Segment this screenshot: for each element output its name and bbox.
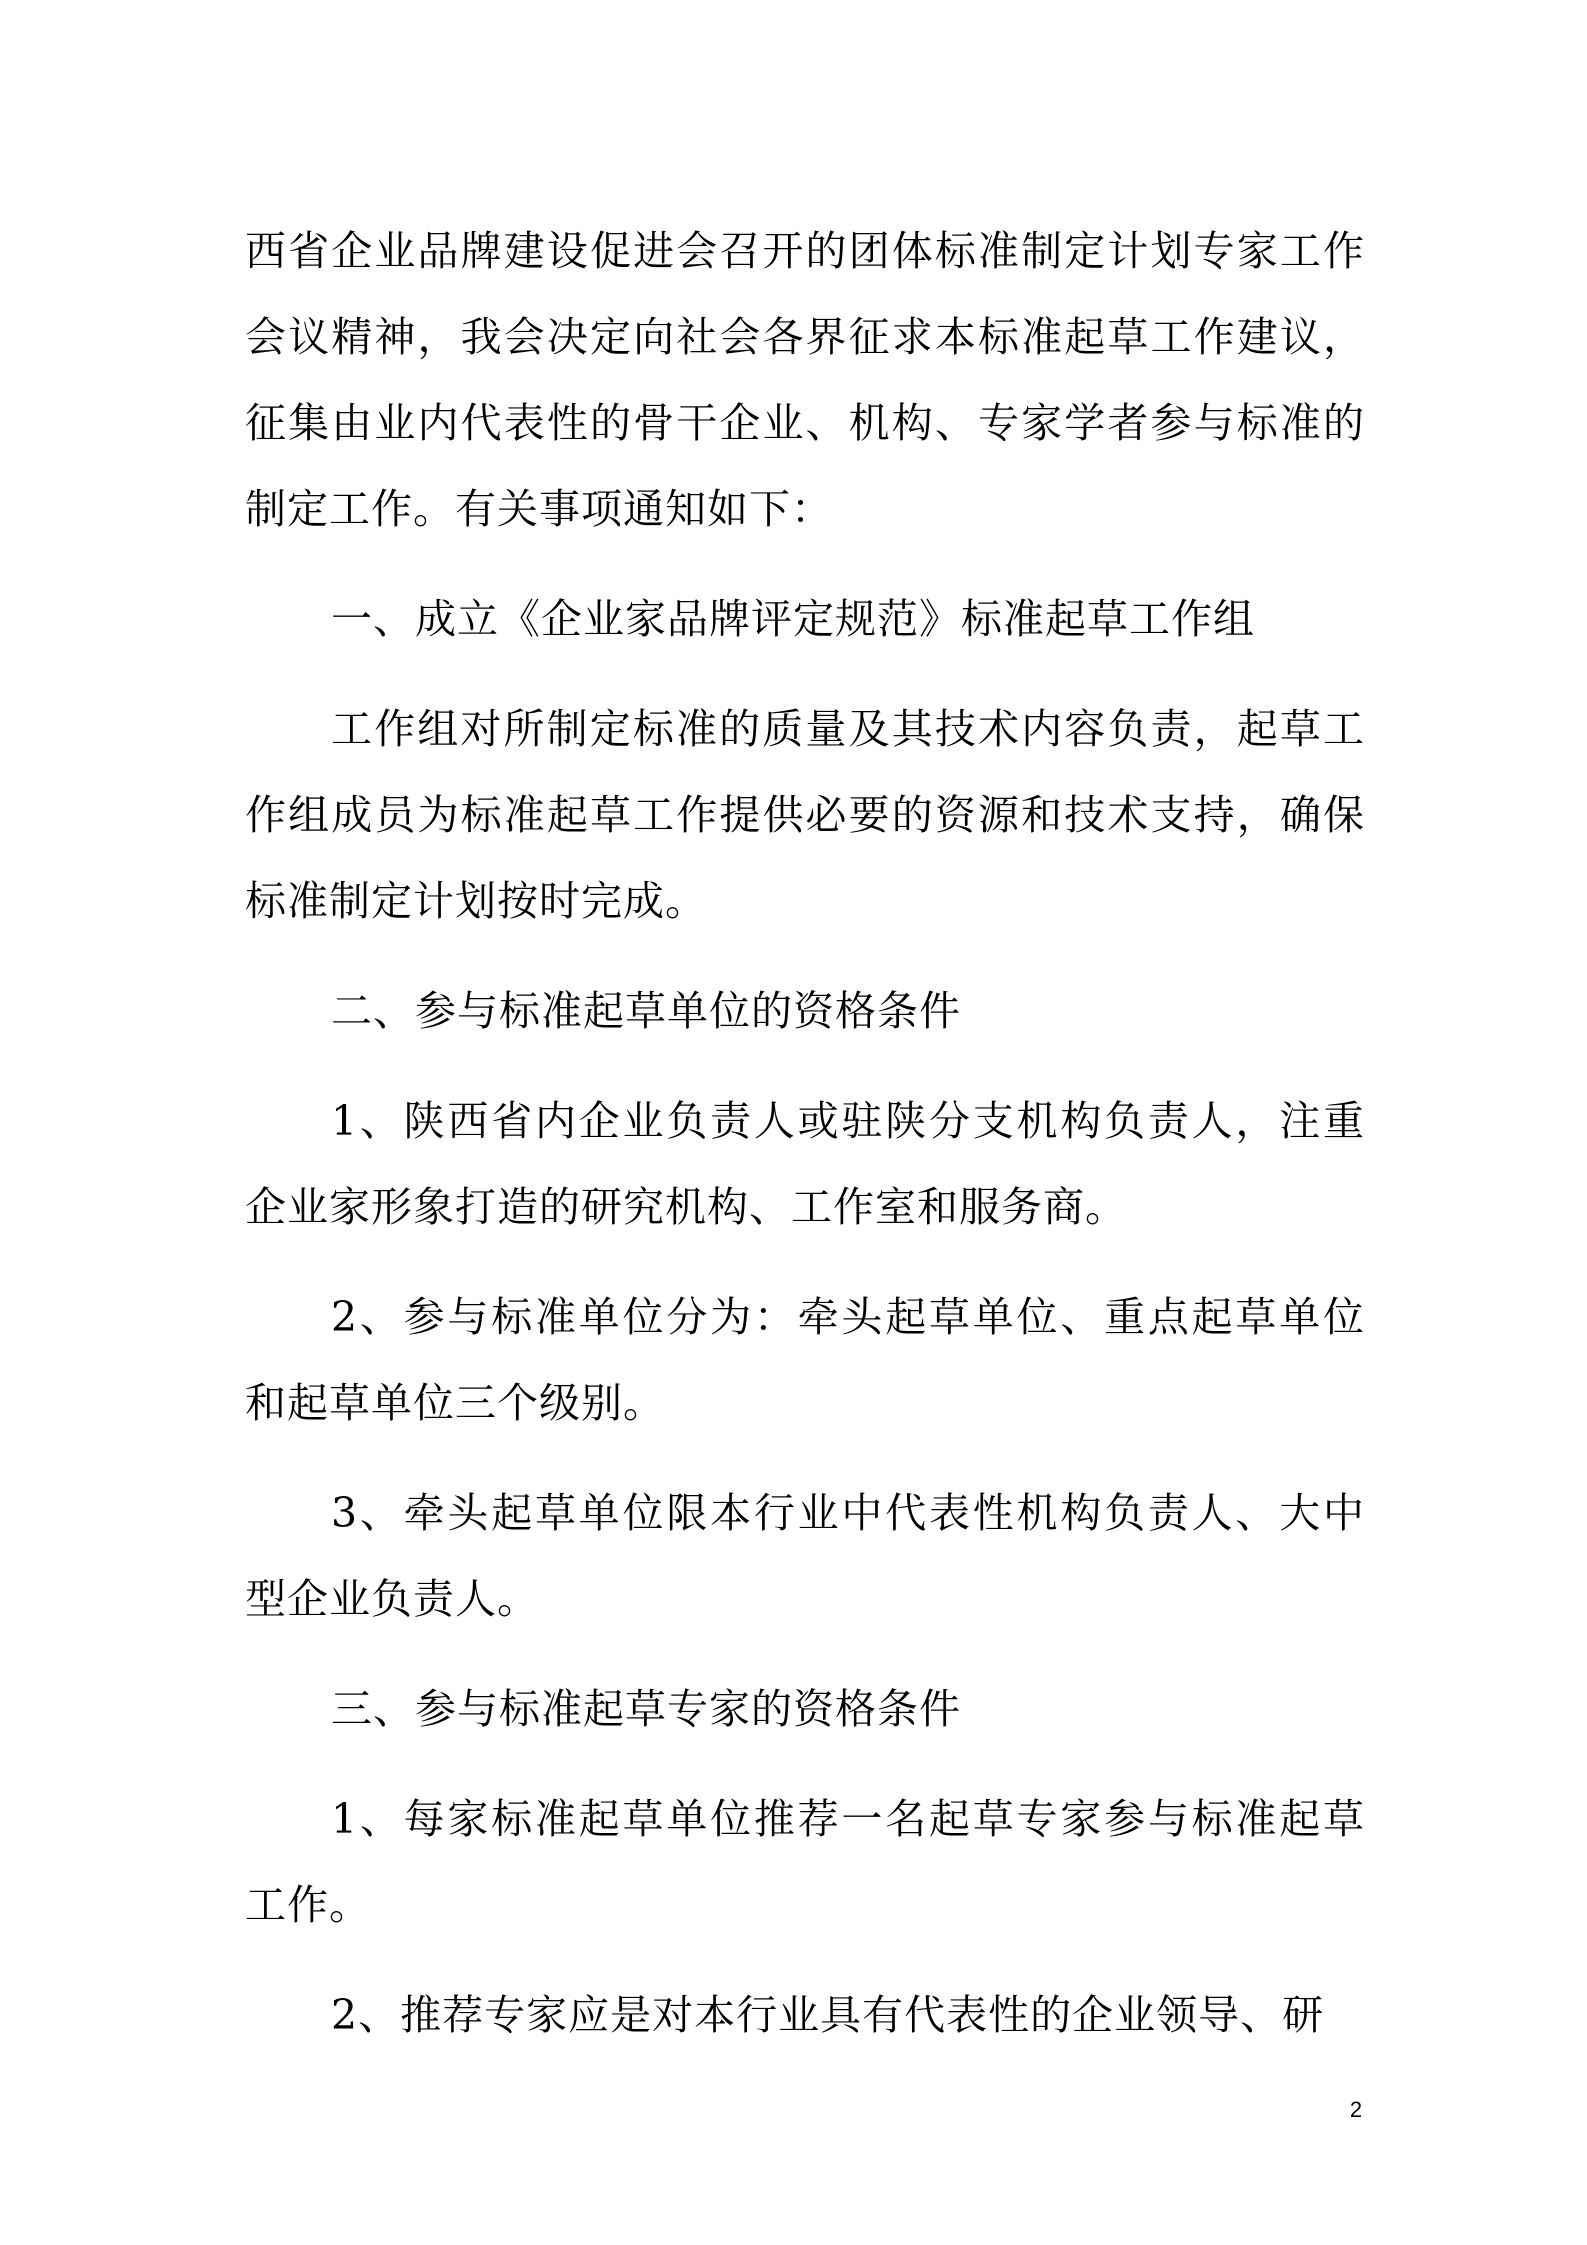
expert-condition-2: 2、推荐专家应是对本行业具有代表性的企业领导、研 <box>331 1991 1325 2039</box>
unit-condition-1: 1、陕西省内企业负责人或驻陕分支机构负责人，注重企业家形象打造的研究机构、工作室和服务商。 <box>245 1097 1365 1231</box>
page-number: 2 <box>1349 2097 1363 2122</box>
intro-paragraph: 西省企业品牌建设促进会召开的团体标准制定计划专家工作会议精神，我会决定向社会各界征求本标准起草工作建议，征集由业内代表性的骨干企业、机构、专家学者参与标准的制定工作。有关事项通知如下： <box>245 227 1365 533</box>
expert-condition-1: 1、每家标准起草单位推荐一名起草专家参与标准起草工作。 <box>245 1795 1365 1929</box>
unit-condition-2: 2、参与标准单位分为：牵头起草单位、重点起草单位和起草单位三个级别。 <box>245 1293 1365 1427</box>
unit-condition-3: 3、牵头起草单位限本行业中代表性机构负责人、大中型企业负责人。 <box>245 1489 1365 1623</box>
working-group-paragraph: 工作组对所制定标准的质量及其技术内容负责，起草工作组成员为标准起草工作提供必要的资源和技术支持，确保标准制定计划按时完成。 <box>245 705 1365 925</box>
document-body <box>245 208 1365 2082</box>
section-heading-2: 二、参与标准起草单位的资格条件 <box>331 987 961 1035</box>
section-heading-1: 一、成立《企业家品牌评定规范》标准起草工作组 <box>331 595 1255 643</box>
section-heading-3: 三、参与标准起草专家的资格条件 <box>331 1685 961 1733</box>
